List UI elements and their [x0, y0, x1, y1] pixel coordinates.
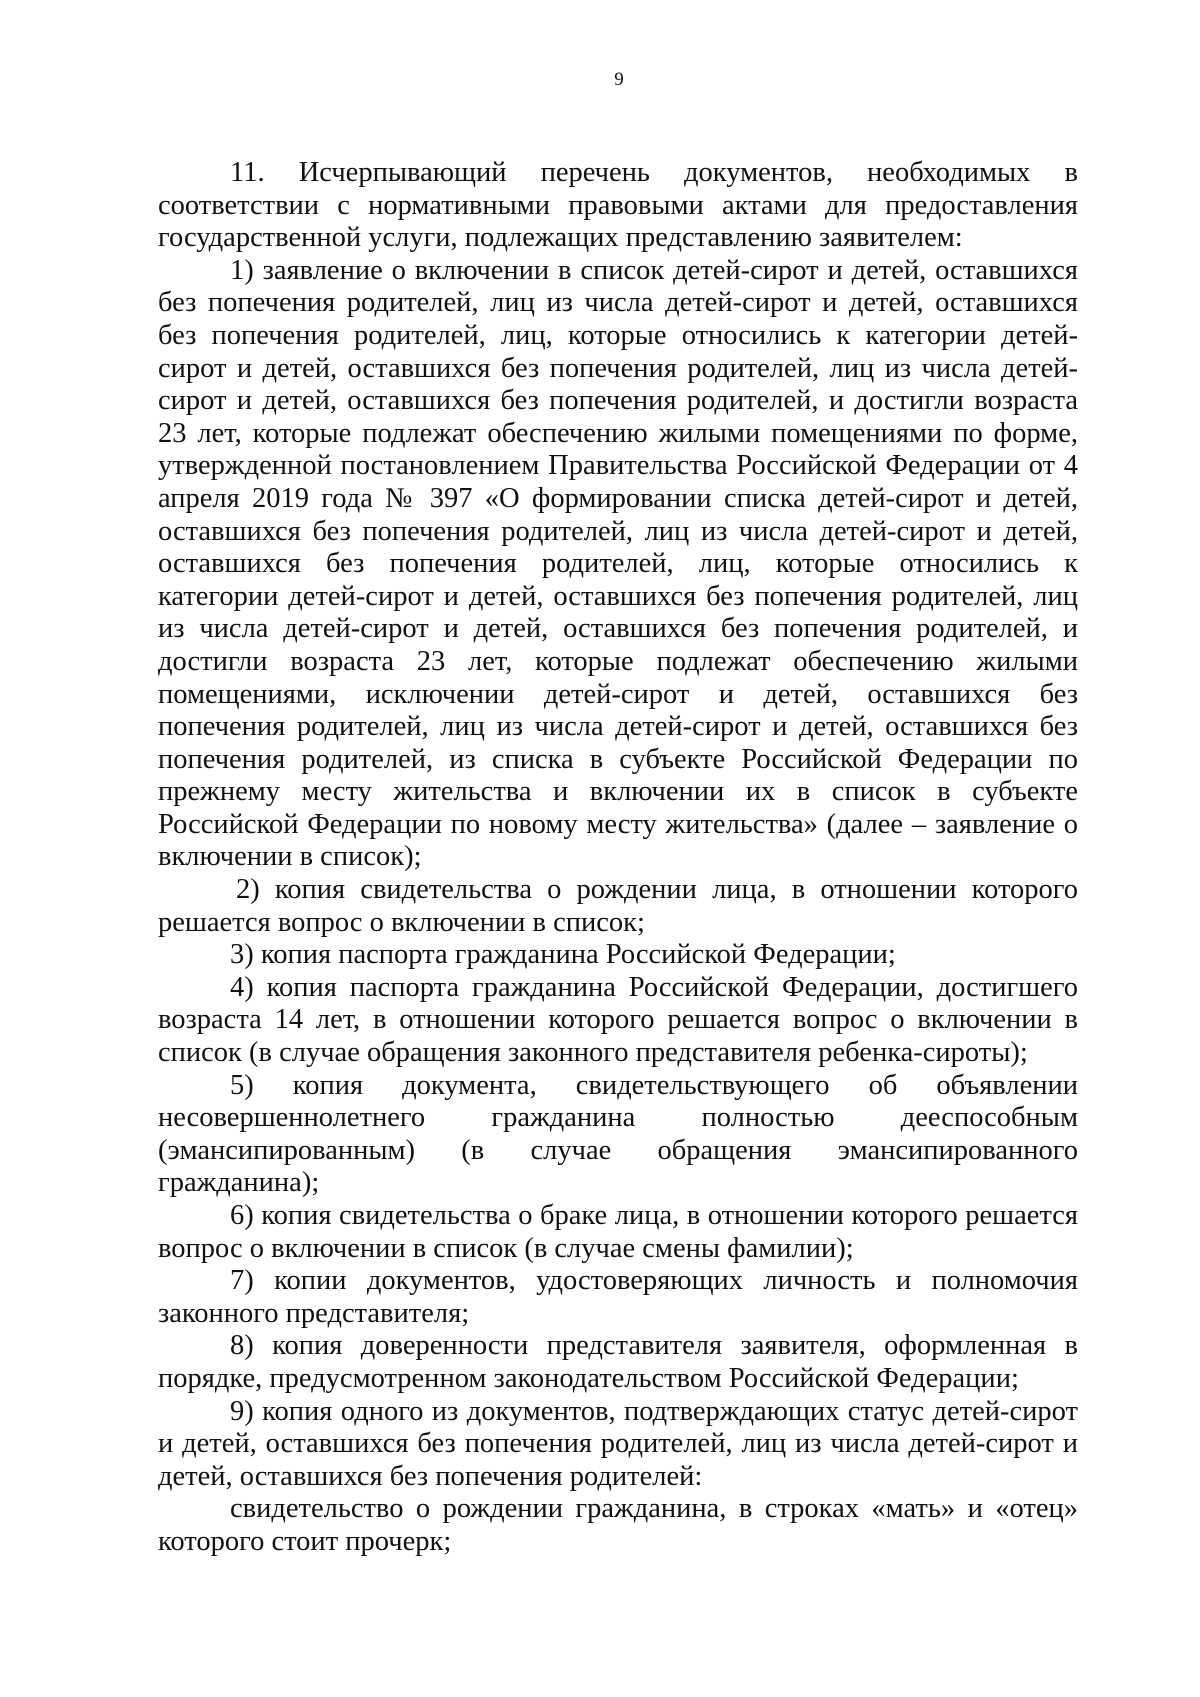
paragraph-item-4-passport-14: 4) копия паспорта гражданина Российской Федерации, достигшего возраста 14 лет, в отношении которого решается вопрос о включении в список (в случае обращения законного представителя ребенка-сироты); [158, 971, 1078, 1069]
page-number: 9 [614, 69, 624, 90]
paragraph-birth-certificate-dash: свидетельство о рождении гражданина, в строках «мать» и «отец» которого стоит прочерк; [158, 1493, 1078, 1557]
paragraph-item-2-birth-certificate: 2) копия свидетельства о рождении лица, в отношении которого решается вопрос о включении в список; [158, 874, 1078, 938]
paragraph-item-6-marriage-certificate: 6) копия свидетельства о браке лица, в отношении которого решается вопрос о включении в список (в случае смены фамилии); [158, 1200, 1078, 1264]
paragraph-item-5-emancipation: 5) копия документа, свидетельствующего об объявлении несовершеннолетнего гражданина полностью дееспособным (эмансипированным) (в случае обращения эмансипированного гражданина); [158, 1069, 1078, 1199]
paragraph-item-9-status-documents: 9) копия одного из документов, подтверждающих статус детей-сирот и детей, оставшихся без попечения родителей, лиц из числа детей-сирот и детей, оставшихся без попечения родителей: [158, 1395, 1078, 1492]
paragraph-item-8-power-of-attorney: 8) копия доверенности представителя заявителя, оформленная в порядке, предусмотренном законодательством Российской Федерации; [158, 1330, 1078, 1394]
paragraph-item-7-representative-id: 7) копии документов, удостоверяющих личность и полномочия законного представителя; [158, 1265, 1078, 1329]
document-body [158, 157, 1078, 1559]
paragraph-item-3-passport-copy: 3) копия паспорта гражданина Российской Федерации; [230, 939, 896, 971]
paragraph-item-11: 11. Исчерпывающий перечень документов, необходимых в соответствии с нормативными правовыми актами для предоставления государственной услуги, подлежащих представлению заявителем: [158, 157, 1078, 254]
paragraph-item-1-application: 1) заявление о включении в список детей-сирот и детей, оставшихся без попечения родителей, лиц из числа детей-сирот и детей, оставшихся без попечения родителей, лиц, которые относились к категории детей-сирот и детей, оставшихся без попечения родителей, лиц из числа детей-сирот и детей, оставшихся без попечения родителей, и достигли возраста 23 лет, которые подлежат обеспечению жилыми помещениями по форме, утвержденной постановлением Правительства Российской Федерации от 4 апреля 2019 года № 397 «О формировании списка детей-сирот и детей, оставшихся без попечения родителей, лиц из числа детей-сирот и детей, оставшихся без попечения родителей, лиц, которые относились к категории детей-сирот и детей, оставшихся без попечения родителей, лиц из числа детей-сирот и детей, оставшихся без попечения родителей, и достигли возраста 23 лет, которые подлежат обеспечению жилыми помещениями, исключении детей-сирот и детей, оставшихся без попечения родителей, лиц из числа детей-сирот и детей, оставшихся без попечения родителей, из списка в субъекте Российской Федерации по прежнему месту жительства и включении их в список в субъекте Российской Федерации по новому месту жительства» (далее – заявление о включении в список); [158, 254, 1078, 873]
